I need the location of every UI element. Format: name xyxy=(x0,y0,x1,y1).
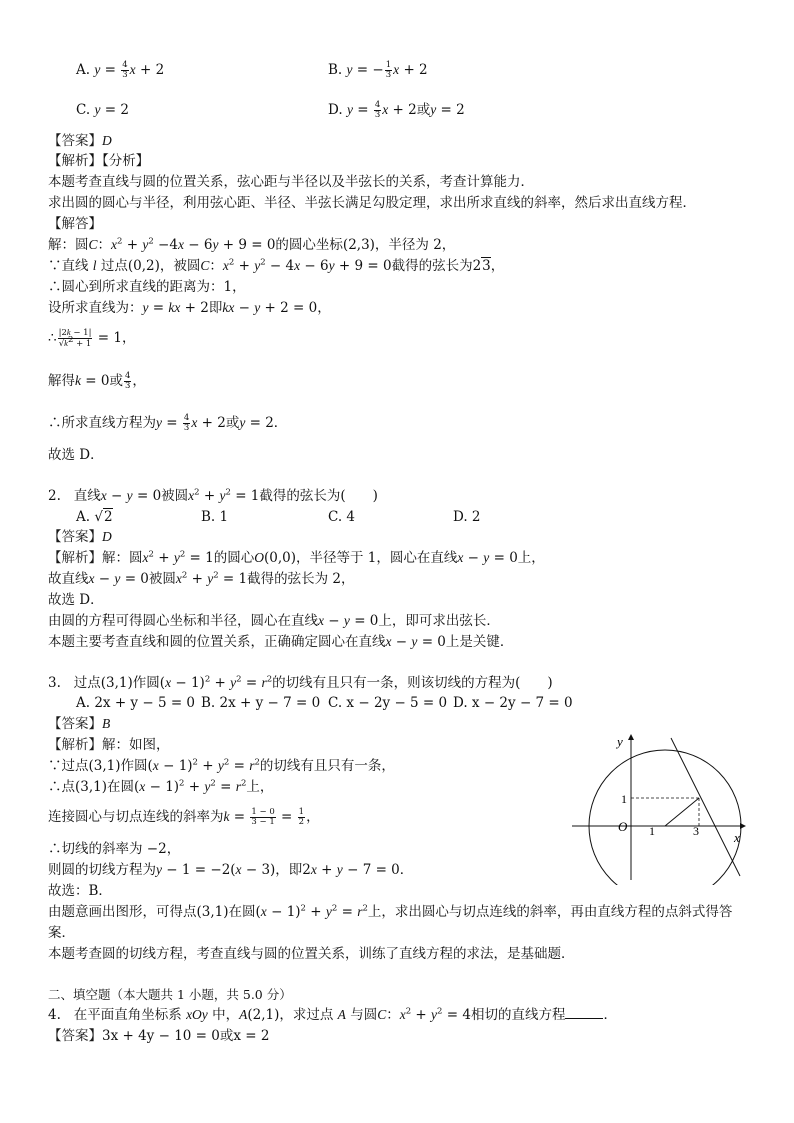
q1-solve-line-3: ∴圆心到所求直线的距离为：1， xyxy=(48,279,246,295)
q2-analysis-2: 故直线x − y = 0被圆$x^2 + y^2 = 1$截得的弦长为 2， xyxy=(48,570,355,587)
q3-option-a: A. 2x + y − 5 = 0 xyxy=(76,695,196,711)
q2-analysis-5: 本题主要考查直线和圆的位置关系，正确确定圆心在直线x − y = 0上是关键． xyxy=(48,634,514,650)
q1-solve-tag: 【解答】 xyxy=(48,216,102,232)
y-label: y xyxy=(617,734,623,749)
tangent-line xyxy=(671,738,740,876)
answer-value: D xyxy=(102,133,112,148)
tick-1x: 1 xyxy=(649,824,655,838)
q1-solve-line-7: ∴所求直线方程为y = $\frac{4}{3}$ x + 2或y = 2． xyxy=(48,413,288,433)
y-axis-arrow-icon xyxy=(628,734,634,740)
q1-solve-line-6: 解得k = 0或 $\frac{4}{3}$ ， xyxy=(48,371,146,391)
q3-analysis-2: ∴点(3,1)在圆$(x - 1)^2 + y^2 = r^2$上， xyxy=(48,778,274,795)
option-label: C. xyxy=(76,102,91,118)
q2-analysis-4: 由圆的方程可得圆心坐标和半径，圆心在直线x − y = 0上，即可求出弦长． xyxy=(48,613,500,629)
option-label: B. xyxy=(328,62,343,78)
q4-answer: 【答案】3x + 4y − 10 = 0或x = 2 xyxy=(48,1028,270,1044)
q3-analysis-0: 【解析】解：如图， xyxy=(48,737,170,753)
tick-3x: 3 xyxy=(693,824,699,838)
q1-option-a: A. y = $\frac{4}{3}$ x + 2 xyxy=(76,60,165,80)
q3-analysis-4: ∴切线的斜率为 −2， xyxy=(48,841,181,857)
q3-option-c: C. x − 2y − 5 = 0 xyxy=(328,695,448,711)
option-label: D. xyxy=(328,102,343,118)
q1-option-c: C. y = 2 xyxy=(76,102,129,118)
q1-solve-line-8: 故选 D． xyxy=(48,447,104,463)
q4-stem: 4. 在平面直角坐标系 xOy 中，A(2,1)，求过点 A 与圆C：$x^2 + y^2 = 4$相切的直线方程 ． xyxy=(48,1006,617,1023)
q2-stem: 2. 直线x − y = 0被圆$x^2 + y^2 = 1$截得的弦长为( ) xyxy=(48,487,378,504)
q1-solve-line-1: 解：圆C：$x^2 + y^2 -4x - 6y + 9 = 0$的圆心坐标(2,3)，半径为 2， xyxy=(48,236,456,253)
q3-analysis-6: 故选：B． xyxy=(48,883,112,899)
q2-option-d: D. 2 xyxy=(453,509,481,525)
q3-figure xyxy=(570,730,760,885)
q1-solve-line-2: ∵直线 l 过点(0,2)，被圆C：$x^2 + y^2 - 4x - 6y + 9 = 0$截得的弦长为23， xyxy=(48,257,505,274)
q1-option-d: D. y = $\frac{4}{3}$ x + 2或y = 2 xyxy=(328,100,465,120)
q3-analysis-5: 则圆的切线方程为y − 1 = −2(x − 3)，即2x + y − 7 = 0． xyxy=(48,862,414,878)
origin-label: O xyxy=(618,819,628,834)
q3-answer: 【答案】B xyxy=(48,716,111,732)
q2-option-a: A. √2 xyxy=(76,509,113,525)
q1-solve-line-4: 设所求直线为：y = kx + 2即kx − y + 2 = 0， xyxy=(48,300,331,316)
q1-answer xyxy=(48,131,112,151)
q2-option-c: C. 4 xyxy=(328,509,356,525)
radius-line xyxy=(665,798,699,826)
q3-option-d: D. x − 2y − 7 = 0 xyxy=(453,695,573,711)
q1-analysis-2: 求出圆的圆心与半径，利用弦心距、半径、半弦长满足勾股定理，求出所求直线的斜率，然后求出直线方程． xyxy=(48,195,696,211)
option-label: A. xyxy=(76,62,91,78)
q2-analysis-1: 【解析】解：圆$x^2 + y^2 = 1$的圆心O(0,0)，半径等于 1，圆心在直线x − y = 0上， xyxy=(48,549,545,566)
circle xyxy=(589,750,741,885)
q3-analysis-3: 连接圆心与切点连线的斜率为k = $\frac{1 - 0}{3 - 1}$ = $\frac{1}{2}$ ， xyxy=(48,807,320,827)
answer-tag: 【答案】 xyxy=(48,133,102,149)
q2-analysis-3: 故选 D． xyxy=(48,592,104,608)
q3-analysis-8: 本题考查圆的切线方程，考查直线与圆的位置关系，训练了直线方程的求法，是基础题． xyxy=(48,946,575,962)
q3-option-b: B. 2x + y − 7 = 0 xyxy=(201,695,321,711)
section-title: 二、填空题（本大题共 1 小题，共 5.0 分） xyxy=(48,987,292,1002)
x-label: x xyxy=(734,830,740,845)
q3-analysis-7: 由题意画出图形，可得点(3,1)在圆$(x - 1)^2 + y^2 = r^2$上，求出圆心与切点连线的斜率，再由直线方程的点斜式得答 xyxy=(48,903,733,920)
q2-answer: 【答案】D xyxy=(48,529,112,545)
q2-option-b: B. 1 xyxy=(201,509,229,525)
q1-analysis-tag: 【解析】【分析】 xyxy=(48,153,150,169)
q1-option-b: B. y = − $\frac{1}{3}$ x + 2 xyxy=(328,60,428,80)
q1-analysis-1: 本题考查直线与圆的位置关系，弦心距与半径以及半弦长的关系，考查计算能力． xyxy=(48,174,534,190)
tick-1y: 1 xyxy=(621,792,627,806)
q1-solve-line-5: ∴ $\frac{|2k - 1|}{√k2 + 1}$ = 1， xyxy=(48,327,136,349)
q3-analysis-1: ∵过点(3,1)作圆$(x - 1)^2 + y^2 = r^2$的切线有且只有一条， xyxy=(48,757,395,774)
q3-analysis-7b: 案． xyxy=(48,925,75,941)
q3-stem: 3. 过点(3,1)作圆$(x - 1)^2 + y^2 = r^2$的切线有且只有一条，则该切线的方程为( ) xyxy=(48,674,553,691)
